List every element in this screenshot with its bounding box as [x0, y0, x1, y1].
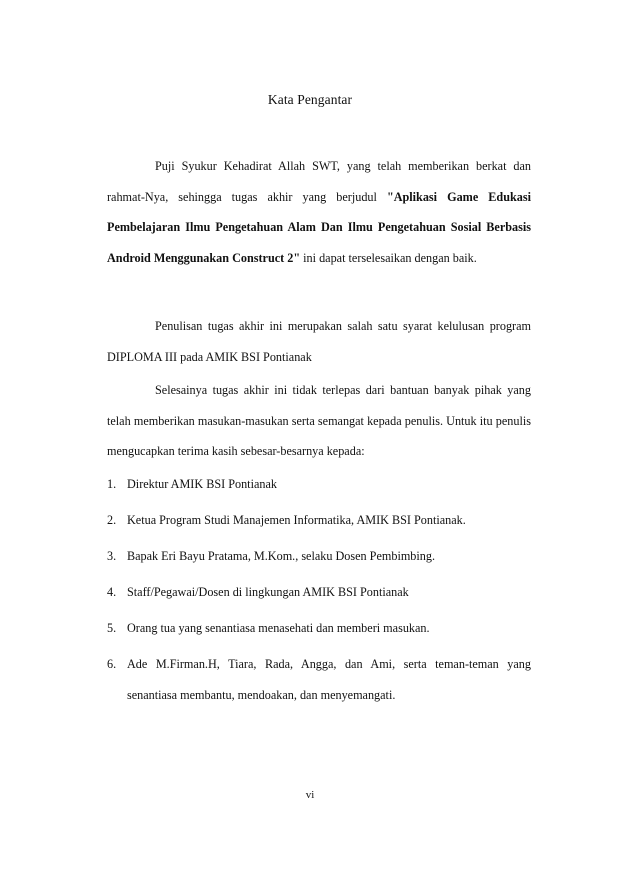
paragraph-outro-text: ini dapat terselesaikan dengan baik. — [300, 250, 477, 265]
list-number: 2. — [107, 513, 117, 527]
list-item — [107, 649, 531, 710]
list-item — [107, 541, 531, 572]
paragraph-purpose-text: Penulisan tugas akhir ini merupakan salah satu syarat kelulusan program DIPLOMA III pada AMIK BSI Pontianak — [107, 319, 531, 364]
page-title: Kata Pengantar — [267, 92, 353, 107]
list-item-text: Direktur AMIK BSI Pontianak — [127, 477, 277, 491]
list-item-text: Staff/Pegawai/Dosen di lingkungan AMIK BSI Pontianak — [127, 585, 409, 599]
list-item — [107, 577, 531, 608]
list-item-text: Ketua Program Studi Manajemen Informatika, AMIK BSI Pontianak. — [127, 513, 466, 527]
paragraph-thanks-text: Selesainya tugas akhir ini tidak terlepas dari bantuan banyak pihak yang telah memberikan masukan-masukan serta semangat kepada penulis. Untuk itu penulis mengucapkan terima kasih sebesar-besarnya kepada: — [107, 383, 531, 458]
paragraph-acknowledgement-intro — [107, 151, 531, 273]
list-item-text: Ade M.Firman.H, Tiara, Rada, Angga, dan Ami, serta teman-teman yang senantiasa membantu, mendoakan, dan menyemangati. — [127, 657, 531, 702]
list-number: 4. — [107, 585, 117, 599]
list-item — [107, 613, 531, 644]
list-number: 6. — [107, 657, 117, 671]
paragraph-purpose — [107, 311, 531, 372]
paragraph-intro-text: Puji Syukur Kehadirat Allah SWT, yang telah memberikan berkat dan rahmat-Nya, sehingga tugas akhir yang berjudul — [107, 159, 531, 204]
list-number: 3. — [107, 549, 117, 563]
paragraph-thanks — [107, 375, 531, 467]
thanks-list — [107, 469, 531, 716]
list-number: 5. — [107, 621, 117, 635]
page-number: vi — [305, 789, 315, 801]
list-item — [107, 505, 531, 536]
list-item — [107, 469, 531, 500]
list-number: 1. — [107, 477, 117, 491]
thesis-title: "Aplikasi Game Edukasi Pembelajaran Ilmu Pengetahuan Alam Dan Ilmu Pengetahuan Sosial Berbasis Android Menggunakan Construct 2" — [107, 189, 531, 265]
list-item-text: Bapak Eri Bayu Pratama, M.Kom., selaku Dosen Pembimbing. — [127, 549, 436, 563]
list-item-text: Orang tua yang senantiasa menasehati dan memberi masukan. — [127, 621, 430, 635]
